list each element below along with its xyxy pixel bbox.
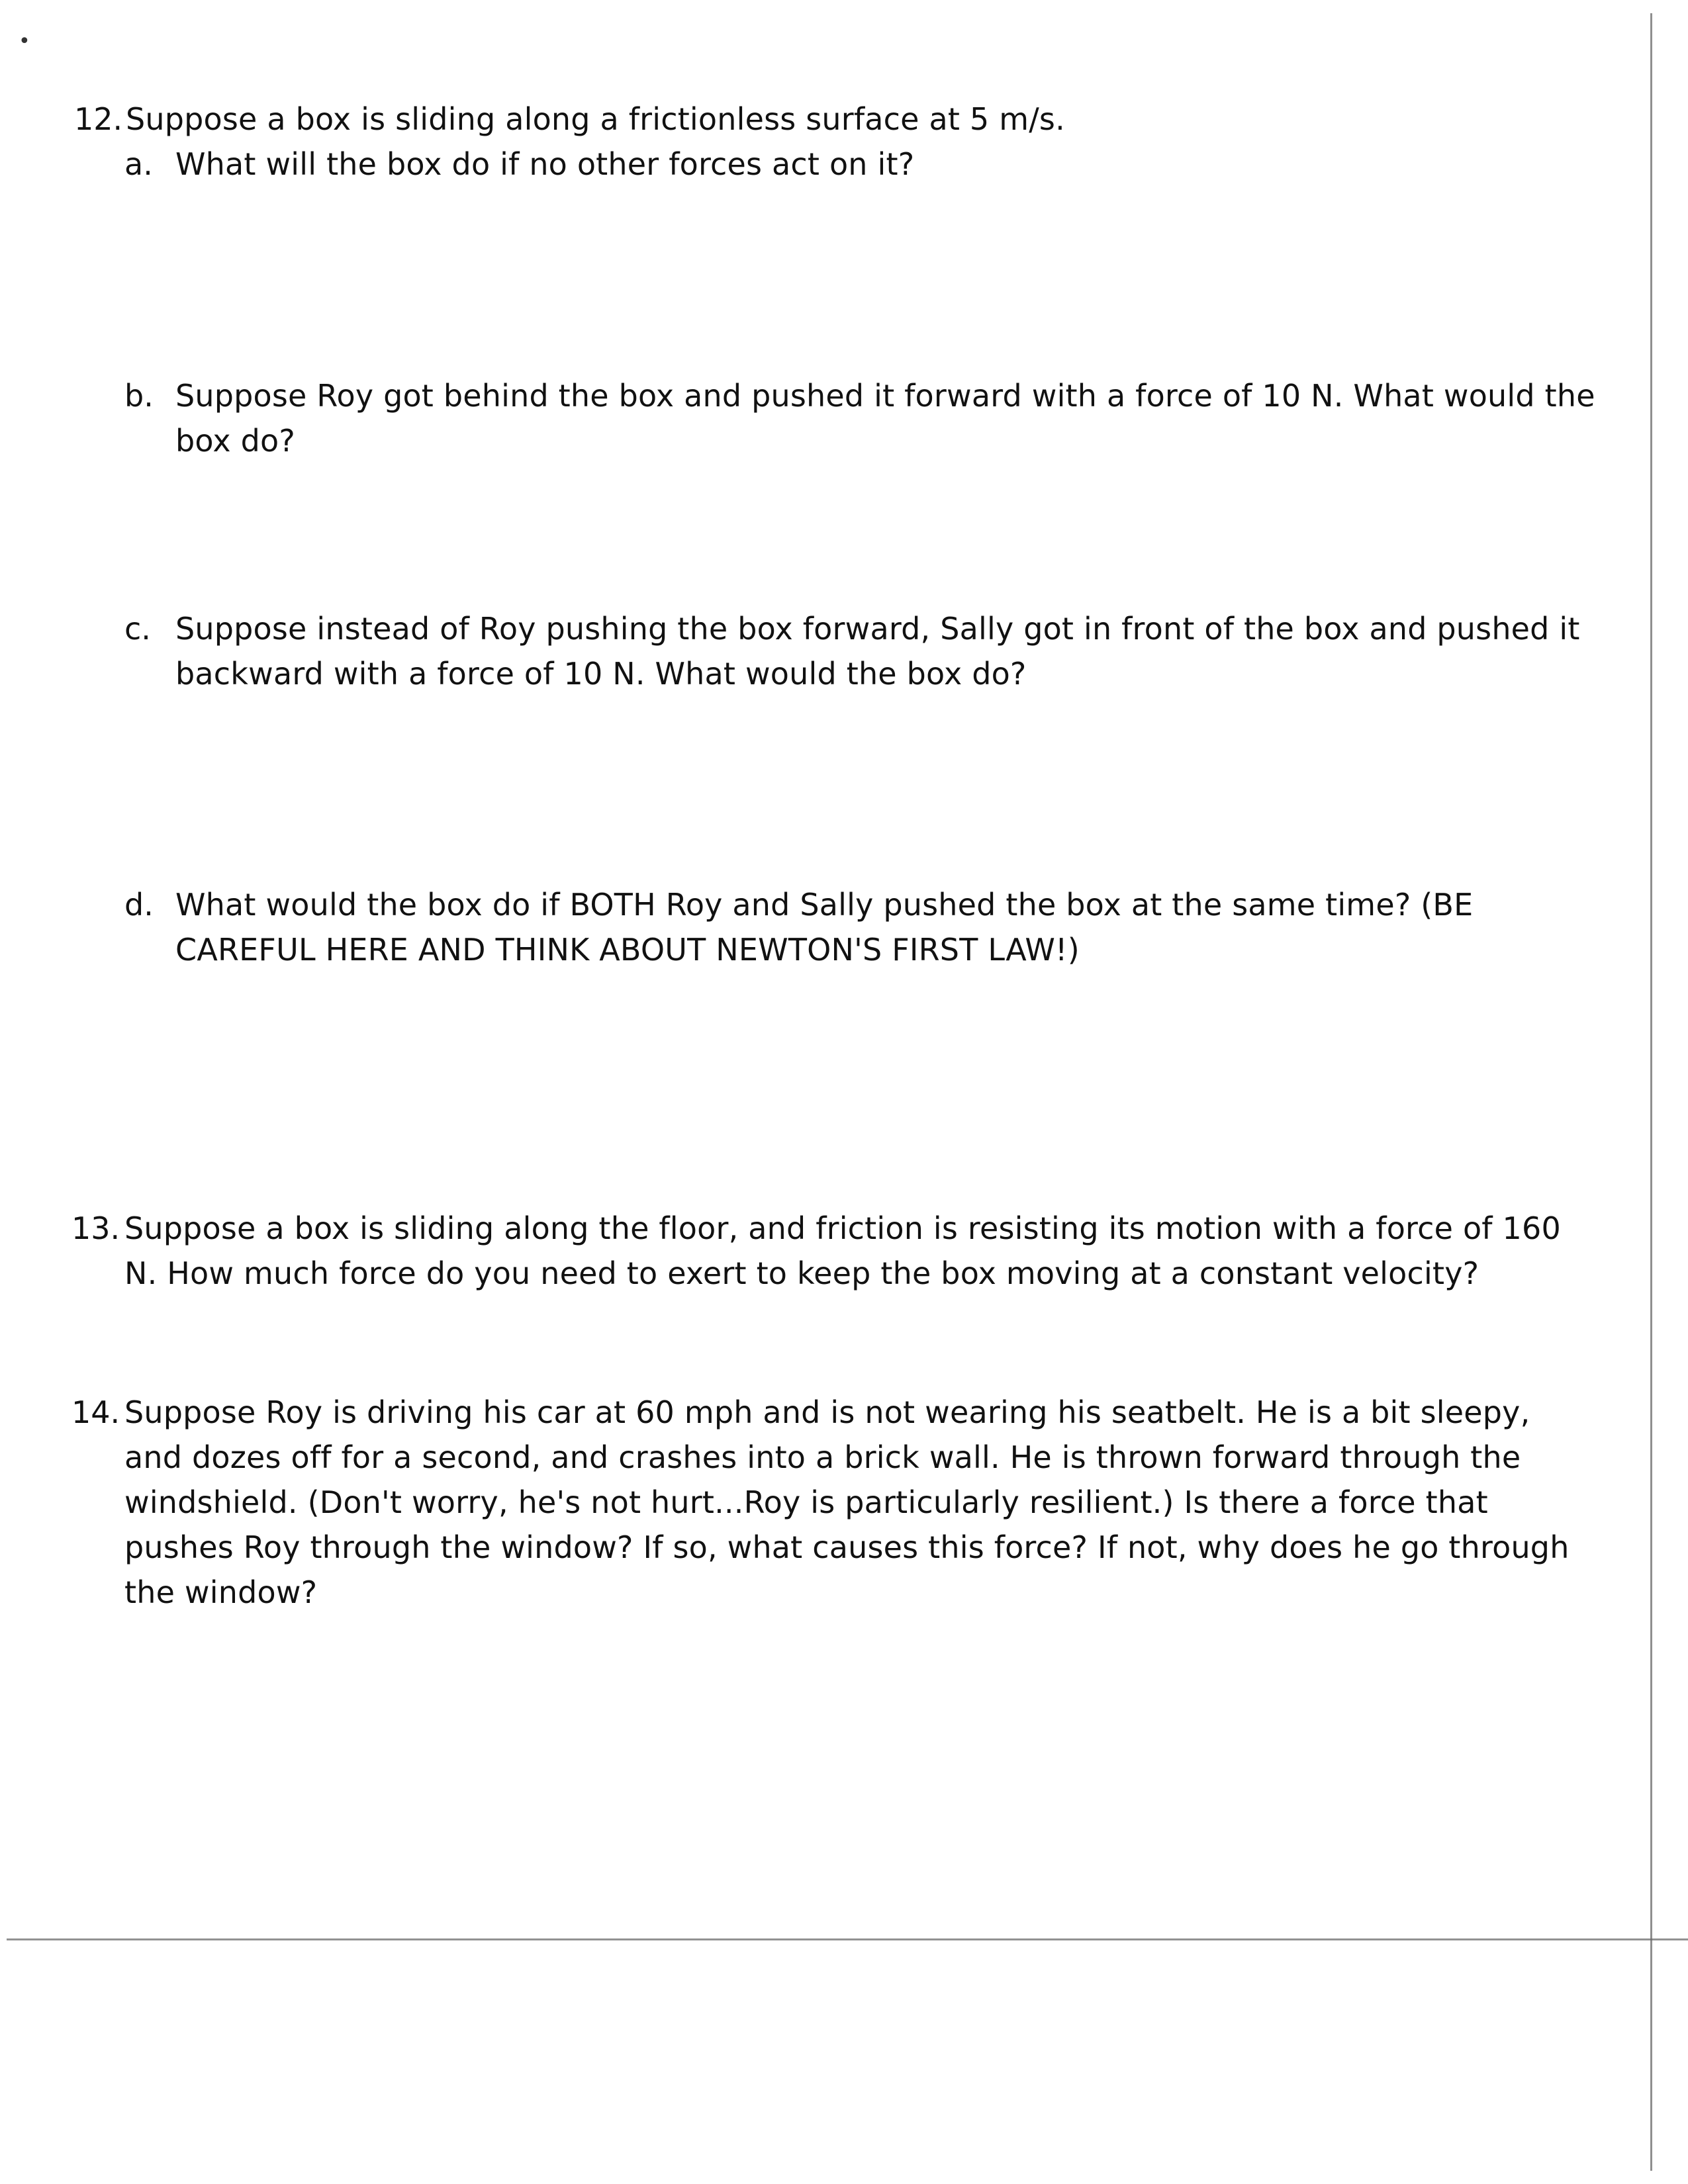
question-12a-label: a. (124, 146, 153, 182)
question-12a-text: What will the box do if no other forces act on it? (175, 146, 915, 182)
question-14-number: 14. (71, 1394, 120, 1430)
question-12-number: 12. (74, 101, 123, 137)
question-12c-label: c. (124, 611, 151, 647)
scan-mark: • (19, 30, 30, 53)
question-12b-label: b. (124, 378, 154, 414)
question-12c-text: Suppose instead of Roy pushing the box forward, Sally got in front of the box and pushed it backward with a force of 10 N. What would the box do? (175, 611, 1580, 692)
question-13-text: Suppose a box is sliding along the floor, and friction is resisting its motion with a force of 160 N. How much force do you need to exert to keep the box moving at a constant velocity? (124, 1210, 1561, 1291)
right-margin-line (1650, 13, 1652, 2171)
question-14-text: Suppose Roy is driving his car at 60 mph and is not wearing his seatbelt. He is a bit sleepy, and dozes off for a second, and crashes into a brick wall. He is thrown forward through the windshield. (Don't worry, he's not hurt...Roy is particularly resilient.) Is there a force that pushes Roy through the window? If so, what causes this force? If not, why does he go through the window? (124, 1394, 1570, 1610)
question-12d-text: What would the box do if BOTH Roy and Sally pushed the box at the same time? (BE CAREFUL HERE AND THINK ABOUT NEWTON'S FIRST LAW!) (175, 887, 1474, 968)
question-12-text: Suppose a box is sliding along a frictionless surface at 5 m/s. (126, 101, 1065, 137)
question-13-number: 13. (71, 1210, 120, 1246)
question-12b-text: Suppose Roy got behind the box and pushed it forward with a force of 10 N. What would the box do? (175, 378, 1595, 459)
bottom-divider (7, 1938, 1688, 1940)
question-12d-label: d. (124, 887, 154, 923)
